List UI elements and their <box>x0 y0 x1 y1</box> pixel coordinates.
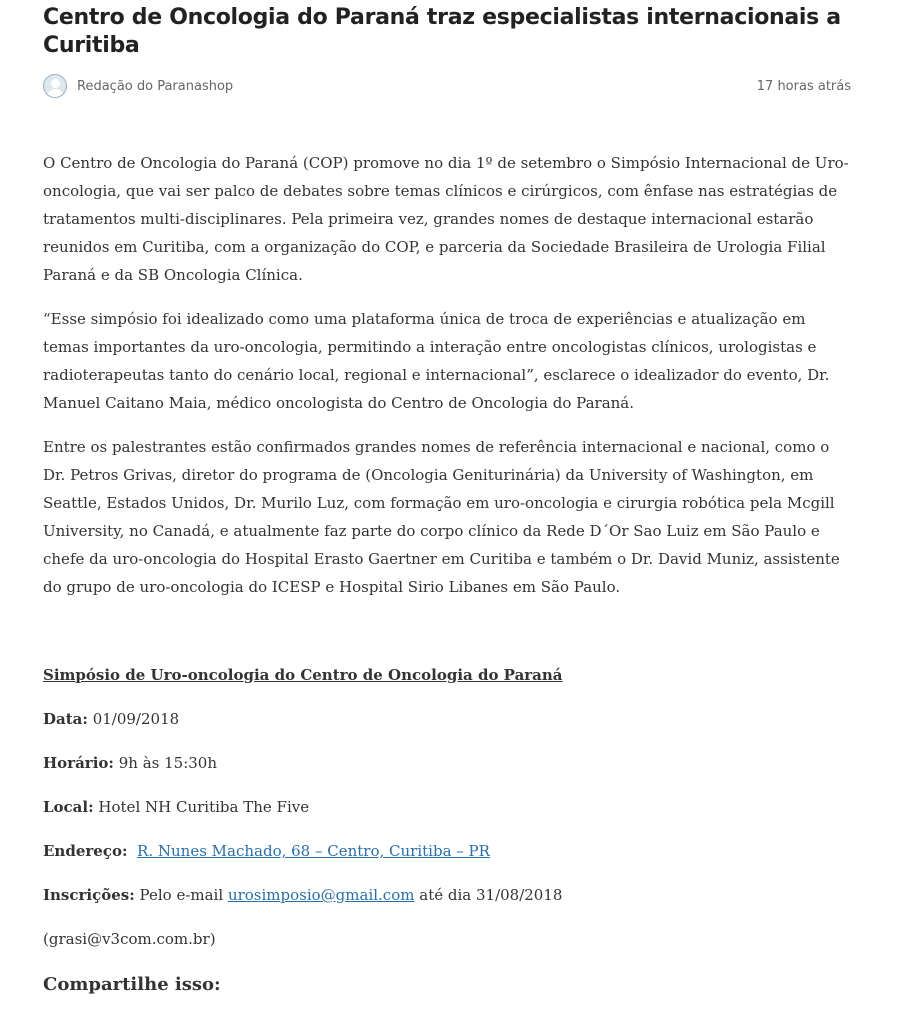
avatar[interactable] <box>43 74 67 98</box>
event-signup-label: Inscrições: <box>43 886 135 904</box>
event-time <box>43 749 853 777</box>
paragraph-3: Entre os palestrantes estão confirmados grandes nomes de referência internacional e nacional, como o Dr. Petros Grivas, diretor do programa de (Oncologia Geniturinária) da University of Washington, em Seattle, Estados Unidos, Dr. Murilo Luz, com formação em uro-oncologia e cirurgia robótica pela Mcgill University, no Canadá, e atualmente faz parte do corpo clínico da Rede D´Or Sao Luiz em São Paulo e chefe da uro-oncologia do Hospital Erasto Gaertner em Curitiba e também o Dr. David Muniz, assistente do grupo de uro-oncologia do ICESP e Hospital Sirio Libanes em São Paulo. <box>43 438 840 596</box>
signup-email-link[interactable]: urosimposio@gmail.com <box>227 886 415 904</box>
share-heading: Compartilhe isso: <box>43 974 221 995</box>
event-contact: (grasi@v3com.com.br) <box>43 930 216 948</box>
event-signup-prefix: Pelo e-mail <box>139 886 224 904</box>
event-place-value: Hotel NH Curitiba The Five <box>98 798 310 816</box>
event-address-label: Endereço: <box>43 842 128 860</box>
paragraph-2: “Esse simpósio foi idealizado como uma plataforma única de troca de experiências e atualização em temas importantes da uro-oncologia, permitindo a interação entre oncologistas clínicos, urologistas e radioterapeutas tanto do cenário local, regional e internacional”, esclarece o idealizador do evento, Dr. Manuel Caitano Maia, médico oncologista do Centro de Oncologia do Paraná. <box>43 310 830 412</box>
article-container <box>43 0 853 999</box>
event-signup-suffix: até dia 31/08/2018 <box>419 886 563 904</box>
event-address-link[interactable]: R. Nunes Machado, 68 – Centro, Curitiba – PR <box>137 842 490 860</box>
event-signup <box>43 881 853 909</box>
event-time-value: 9h às 15:30h <box>118 754 218 772</box>
article-title: Centro de Oncologia do Paraná traz especialistas internacionais a Curitiba <box>43 5 841 58</box>
avatar-body-shape <box>47 89 64 98</box>
article-meta <box>43 72 853 100</box>
event-place-label: Local: <box>43 798 94 816</box>
avatar-head-shape <box>51 79 60 88</box>
event-date <box>43 705 853 733</box>
event-place <box>43 793 853 821</box>
event-date-label: Data: <box>43 710 88 728</box>
article-body <box>43 149 853 953</box>
paragraph-1: O Centro de Oncologia do Paraná (COP) promove no dia 1º de setembro o Simpósio Internacional de Uro-oncologia, que vai ser palco de debates sobre temas clínicos e cirúrgicos, com ênfase nas estratégias de tratamentos multi-disciplinares. Pela primeira vez, grandes nomes de destaque internacional estarão reunidos em Curitiba, com a organização do COP, e parceria da Sociedade Brasileira de Urologia Filial Paraná e da SB Oncologia Clínica. <box>43 154 849 284</box>
event-title: Simpósio de Uro-oncologia do Centro de Oncologia do Paraná <box>43 666 563 684</box>
event-address <box>43 837 853 865</box>
post-time: 17 horas atrás <box>756 78 851 94</box>
author-name[interactable]: Redação do Paranashop <box>77 78 234 94</box>
author-block <box>43 74 233 98</box>
event-time-label: Horário: <box>43 754 114 772</box>
event-date-value: 01/09/2018 <box>92 710 180 728</box>
